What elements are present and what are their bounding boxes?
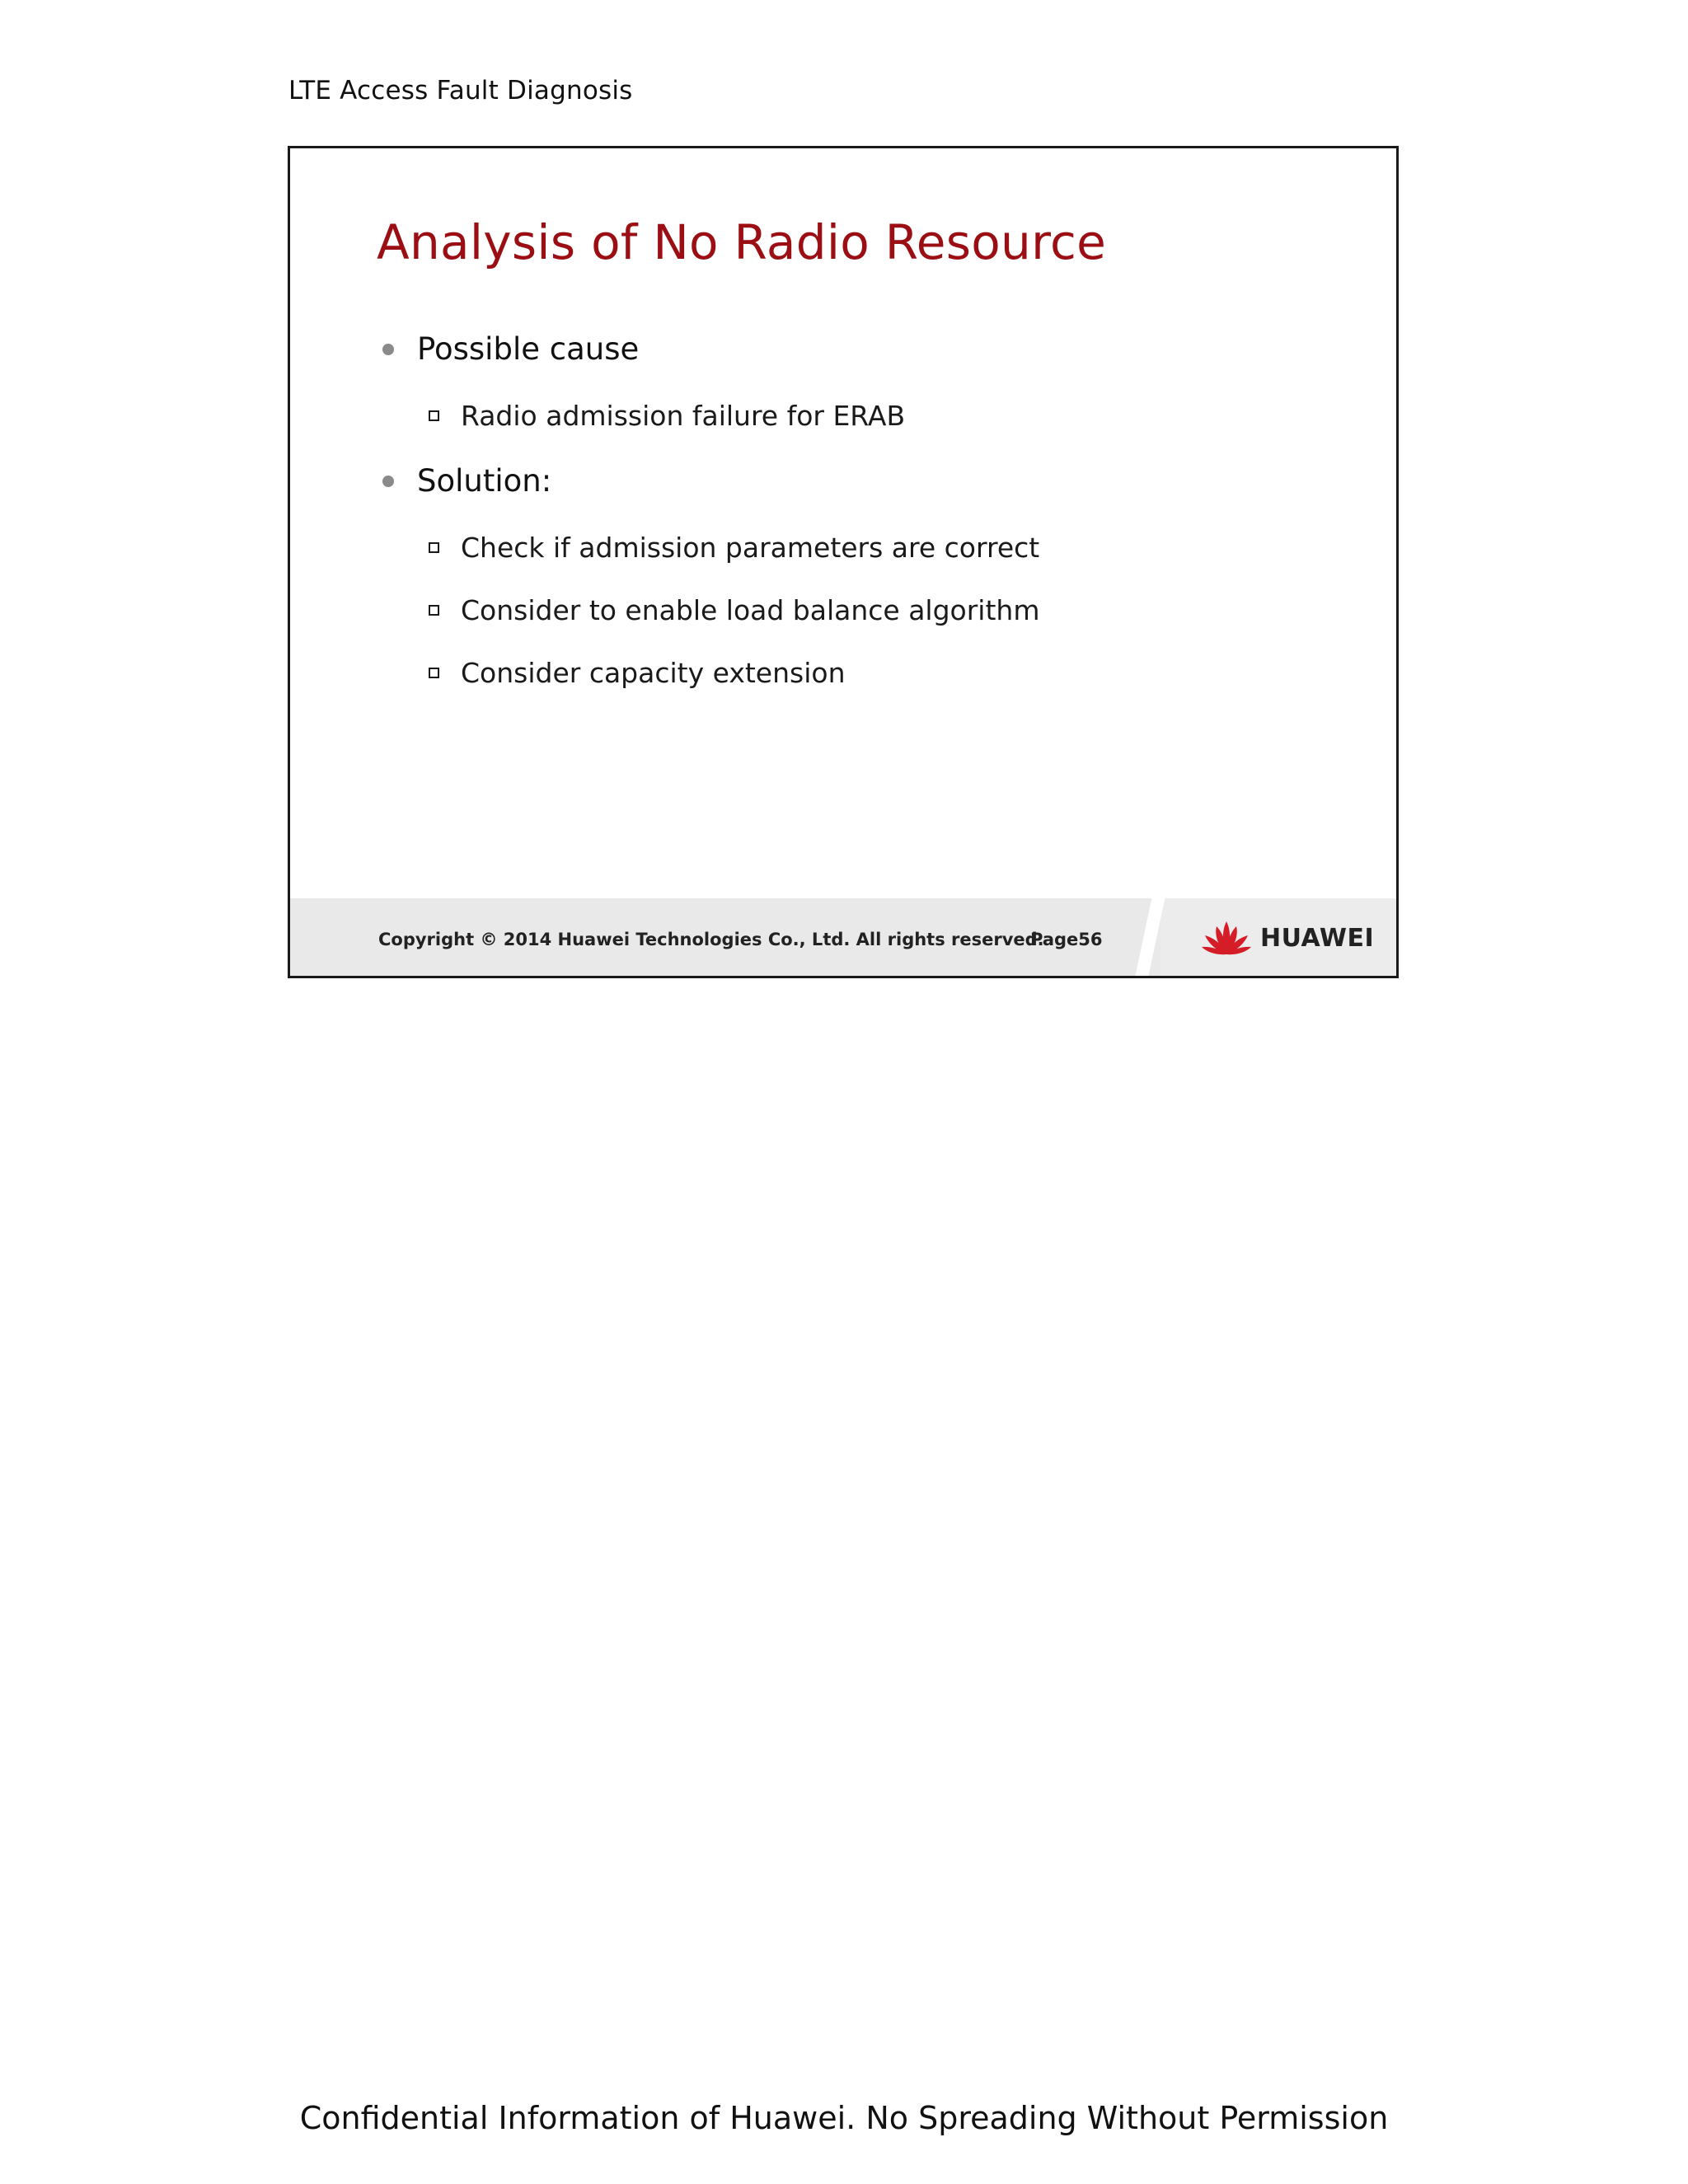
bullet-dot-icon — [382, 476, 394, 487]
sub-bullet-item — [429, 657, 846, 689]
sub-bullet-label: Consider to enable load balance algorithm — [461, 594, 1040, 626]
bullet-dot-icon — [382, 344, 394, 355]
sub-bullet-label: Check if admission parameters are correct — [461, 532, 1040, 564]
sub-bullet-item — [429, 594, 1039, 626]
huawei-logo — [1201, 920, 1374, 956]
sub-bullet-item — [429, 400, 905, 432]
document-header-title: LTE Access Fault Diagnosis — [288, 76, 633, 105]
bullet-solution — [382, 463, 551, 499]
copyright-text: Copyright © 2014 Huawei Technologies Co., Ltd. All rights reserved. — [378, 930, 1044, 949]
sub-bullet-label: Radio admission failure for ERAB — [461, 400, 906, 432]
sub-bullet-label: Consider capacity extension — [461, 657, 846, 689]
square-bullet-icon — [429, 668, 439, 678]
slide-footer — [290, 898, 1396, 976]
logo-text: HUAWEI — [1260, 923, 1375, 953]
slide-title: Analysis of No Radio Resource — [377, 214, 1107, 270]
bullet-label: Possible cause — [417, 331, 640, 367]
confidential-notice: Confidential Information of Huawei. No Spreading Without Permission — [299, 2100, 1389, 2136]
huawei-petals-icon — [1201, 920, 1252, 956]
bullet-label: Solution: — [417, 463, 552, 499]
sub-bullet-item — [429, 532, 1039, 564]
slide — [288, 146, 1399, 978]
bullet-possible-cause — [382, 331, 639, 367]
square-bullet-icon — [429, 542, 439, 553]
page-number: Page56 — [1030, 930, 1103, 949]
square-bullet-icon — [429, 605, 439, 616]
square-bullet-icon — [429, 410, 439, 421]
